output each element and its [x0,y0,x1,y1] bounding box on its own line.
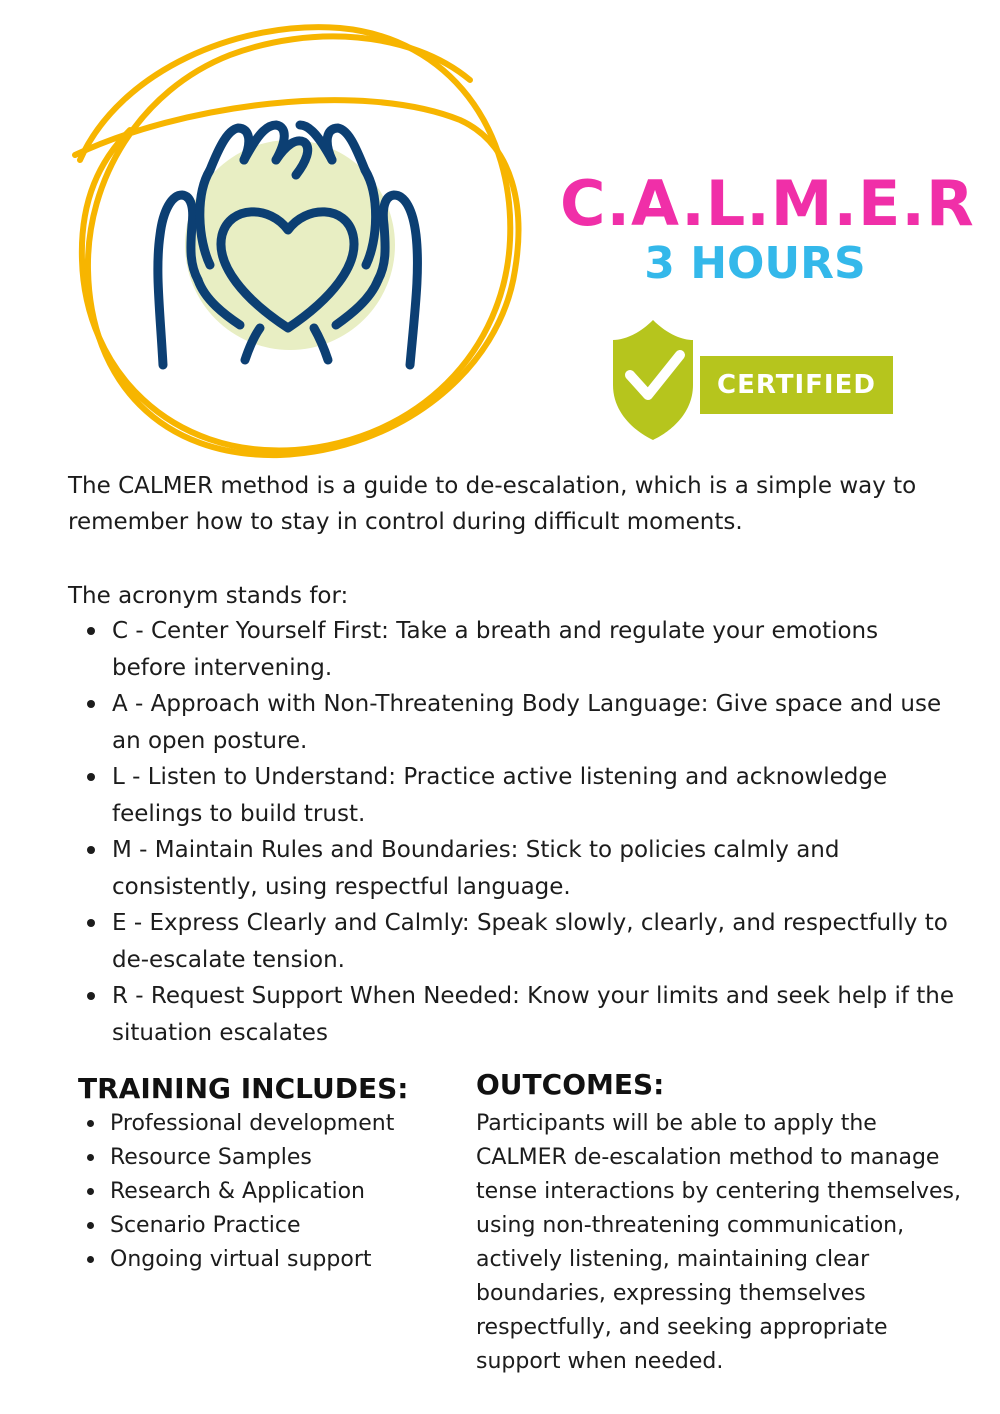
list-item: Scenario Practice [84,1209,464,1243]
list-item: A - Approach with Non-Threatening Body Language: Give space and use an open posture. [84,686,954,759]
list-item: Ongoing virtual support [84,1243,464,1277]
list-item: Research & Application [84,1175,464,1209]
duration-subtitle: 3 HOURS [644,238,866,289]
acronym-lead: The acronym stands for: [68,583,349,609]
hands-holding-heart-icon [60,10,530,465]
outcomes-heading: OUTCOMES: [476,1068,665,1101]
certified-label: CERTIFIED [717,370,876,400]
page-title: C.A.L.M.E.R [560,167,975,240]
training-heading: TRAINING INCLUDES: [78,1072,409,1105]
list-item: Resource Samples [84,1141,464,1175]
training-list [84,1107,464,1277]
outcomes-paragraph: Participants will be able to apply the CALMER de-escalation method to manage tense interactions by centering themselves, using non-threatening communication, actively listening, maintaining clear boundaries, expressing themselves respectfully, and seeking appropriate support when needed. [476,1111,961,1374]
acronym-list [84,613,954,1051]
list-item: R - Request Support When Needed: Know your limits and seek help if the situation escalates [84,978,954,1051]
list-item: Professional development [84,1107,464,1141]
list-item: C - Center Yourself First: Take a breath and regulate your emotions before intervening. [84,613,954,686]
list-item: E - Express Clearly and Calmly: Speak slowly, clearly, and respectfully to de-escalate tension. [84,905,954,978]
list-item: L - Listen to Understand: Practice active listening and acknowledge feelings to build trust. [84,759,954,832]
intro-paragraph: The CALMER method is a guide to de-escalation, which is a simple way to remember how to stay in control during difficult moments. [68,473,917,535]
list-item: M - Maintain Rules and Boundaries: Stick to policies calmly and consistently, using respectful language. [84,832,954,905]
